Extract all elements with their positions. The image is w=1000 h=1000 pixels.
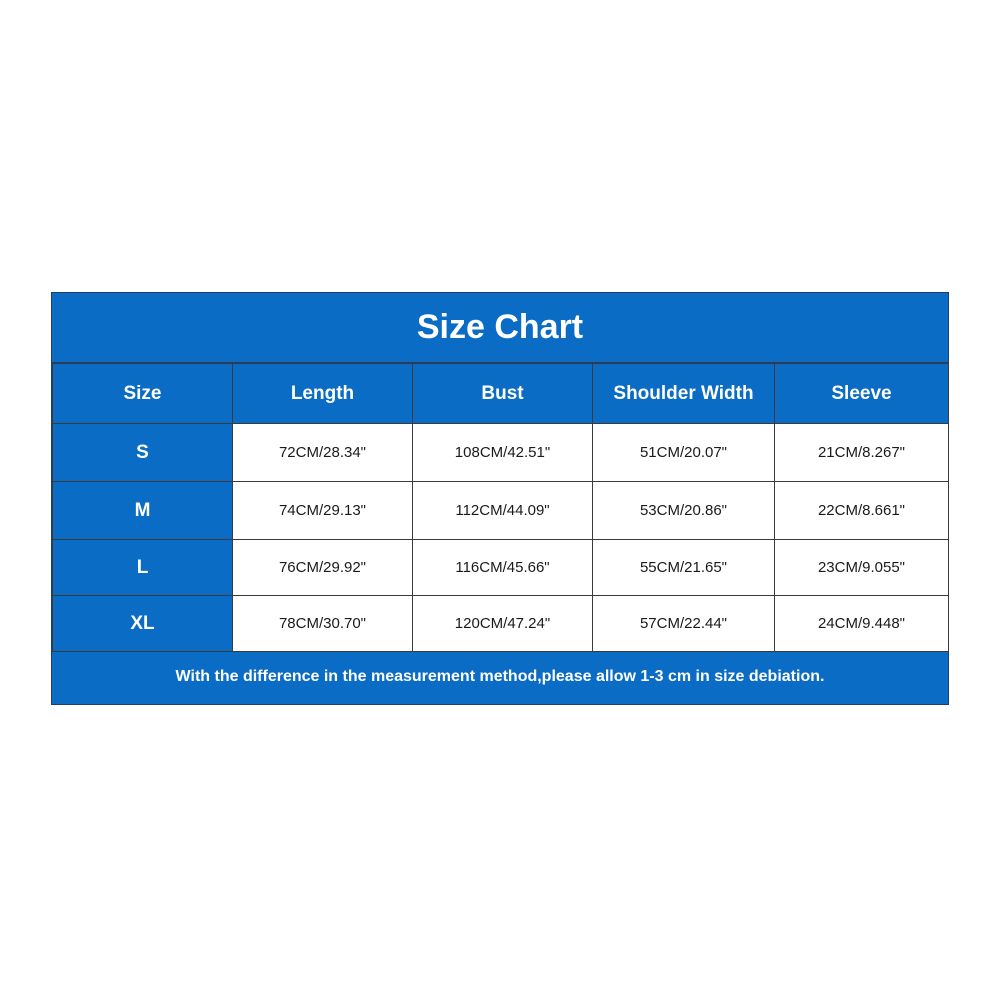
- header-sleeve: Sleeve: [775, 364, 949, 424]
- size-table: [52, 363, 949, 652]
- bust-value: 116CM/45.66": [413, 540, 593, 596]
- length-value: 74CM/29.13": [233, 482, 413, 540]
- sleeve-value: 22CM/8.661": [775, 482, 949, 540]
- shoulder-value: 55CM/21.65": [593, 540, 775, 596]
- header-row: [53, 364, 949, 424]
- sleeve-value: 24CM/9.448": [775, 596, 949, 652]
- shoulder-value: 51CM/20.07": [593, 424, 775, 482]
- bust-value: 108CM/42.51": [413, 424, 593, 482]
- length-value: 76CM/29.92": [233, 540, 413, 596]
- sleeve-value: 21CM/8.267": [775, 424, 949, 482]
- size-label: S: [53, 424, 233, 482]
- header-length: Length: [233, 364, 413, 424]
- table-row: [53, 596, 949, 652]
- shoulder-value: 53CM/20.86": [593, 482, 775, 540]
- header-bust: Bust: [413, 364, 593, 424]
- footer-note: With the difference in the measurement method,please allow 1-3 cm in size debiation.: [175, 667, 825, 685]
- table-row: [53, 424, 949, 482]
- bust-value: 120CM/47.24": [413, 596, 593, 652]
- sleeve-value: 23CM/9.055": [775, 540, 949, 596]
- length-value: 78CM/30.70": [233, 596, 413, 652]
- length-value: 72CM/28.34": [233, 424, 413, 482]
- size-label: M: [53, 482, 233, 540]
- table-row: [53, 482, 949, 540]
- header-size: Size: [53, 364, 233, 424]
- size-label: L: [53, 540, 233, 596]
- size-label: XL: [53, 596, 233, 652]
- table-row: [53, 540, 949, 596]
- shoulder-value: 57CM/22.44": [593, 596, 775, 652]
- size-chart: [51, 292, 949, 705]
- header-shoulder-width: Shoulder Width: [593, 364, 775, 424]
- chart-title: Size Chart: [52, 293, 948, 363]
- bust-value: 112CM/44.09": [413, 482, 593, 540]
